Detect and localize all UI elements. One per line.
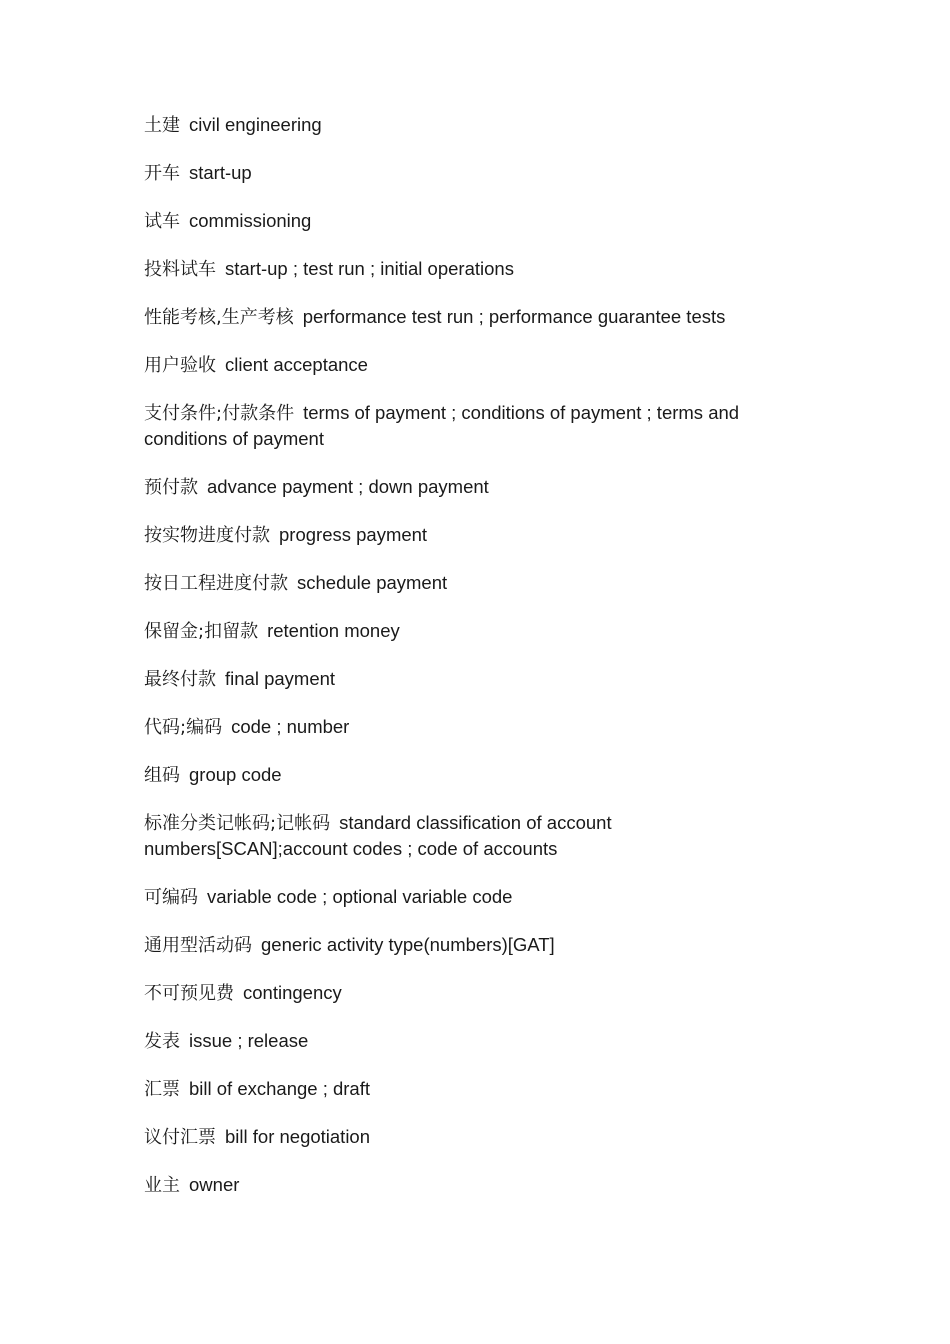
term-chinese: 代码;编码 — [144, 717, 223, 738]
term-chinese: 试车 — [144, 211, 180, 232]
term-chinese: 性能考核,生产考核 — [144, 307, 294, 328]
glossary-entry — [144, 980, 784, 1006]
term-english: terms of payment ; conditions of payment ; terms and conditions of payment — [144, 402, 740, 449]
term-english: standard classification of account numbers[SCAN];account codes ; code of accounts — [144, 812, 612, 859]
term-chinese: 用户验收 — [144, 355, 216, 376]
term-chinese: 支付条件;付款条件 — [144, 403, 295, 424]
glossary-entry — [144, 256, 784, 282]
glossary-entry — [144, 570, 784, 596]
term-english: client acceptance — [225, 354, 368, 375]
term-chinese: 最终付款 — [144, 669, 216, 690]
term-english: schedule payment — [297, 572, 448, 593]
glossary-entry — [144, 400, 784, 452]
glossary-entry — [144, 932, 784, 958]
term-chinese: 投料试车 — [144, 259, 216, 280]
glossary-entry — [144, 1124, 784, 1150]
glossary-list — [144, 112, 784, 1220]
term-chinese: 汇票 — [144, 1079, 180, 1100]
term-english: civil engineering — [189, 114, 322, 135]
glossary-entry — [144, 1028, 784, 1054]
term-english: variable code ; optional variable code — [207, 886, 513, 907]
term-english: start-up — [189, 162, 252, 183]
glossary-entry — [144, 474, 784, 500]
term-chinese: 保留金;扣留款 — [144, 621, 259, 642]
term-english: bill for negotiation — [225, 1126, 371, 1147]
glossary-entry — [144, 352, 784, 378]
term-english: group code — [189, 764, 282, 785]
term-chinese: 不可预见费 — [144, 983, 234, 1004]
glossary-entry — [144, 160, 784, 186]
term-chinese: 预付款 — [144, 477, 198, 498]
term-chinese: 发表 — [144, 1031, 180, 1052]
term-chinese: 通用型活动码 — [144, 935, 252, 956]
glossary-entry — [144, 1076, 784, 1102]
term-chinese: 标准分类记帐码;记帐码 — [144, 813, 331, 834]
term-english: retention money — [267, 620, 400, 641]
glossary-entry — [144, 112, 784, 138]
glossary-entry — [144, 762, 784, 788]
term-english: final payment — [225, 668, 336, 689]
term-chinese: 业主 — [144, 1175, 180, 1196]
term-english: bill of exchange ; draft — [189, 1078, 370, 1099]
glossary-entry — [144, 618, 784, 644]
term-english: code ; number — [231, 716, 350, 737]
term-english: progress payment — [279, 524, 428, 545]
term-english: commissioning — [189, 210, 312, 231]
term-english: owner — [189, 1174, 240, 1195]
term-chinese: 按日工程进度付款 — [144, 573, 288, 594]
term-chinese: 组码 — [144, 765, 180, 786]
glossary-entry — [144, 884, 784, 910]
term-english: contingency — [243, 982, 342, 1003]
term-chinese: 按实物进度付款 — [144, 525, 270, 546]
term-chinese: 可编码 — [144, 887, 198, 908]
term-english: performance test run ; performance guarantee tests — [302, 306, 726, 327]
glossary-entry — [144, 1172, 784, 1198]
glossary-entry — [144, 208, 784, 234]
glossary-entry — [144, 304, 784, 330]
term-chinese: 开车 — [144, 163, 180, 184]
glossary-entry — [144, 522, 784, 548]
term-english: start-up ; test run ; initial operations — [225, 258, 514, 279]
term-english: issue ; release — [189, 1030, 309, 1051]
term-english: advance payment ; down payment — [207, 476, 489, 497]
term-chinese: 土建 — [144, 115, 180, 136]
glossary-entry — [144, 810, 784, 862]
glossary-entry — [144, 666, 784, 692]
term-chinese: 议付汇票 — [144, 1127, 216, 1148]
glossary-entry — [144, 714, 784, 740]
term-english: generic activity type(numbers)[GAT] — [261, 934, 555, 955]
